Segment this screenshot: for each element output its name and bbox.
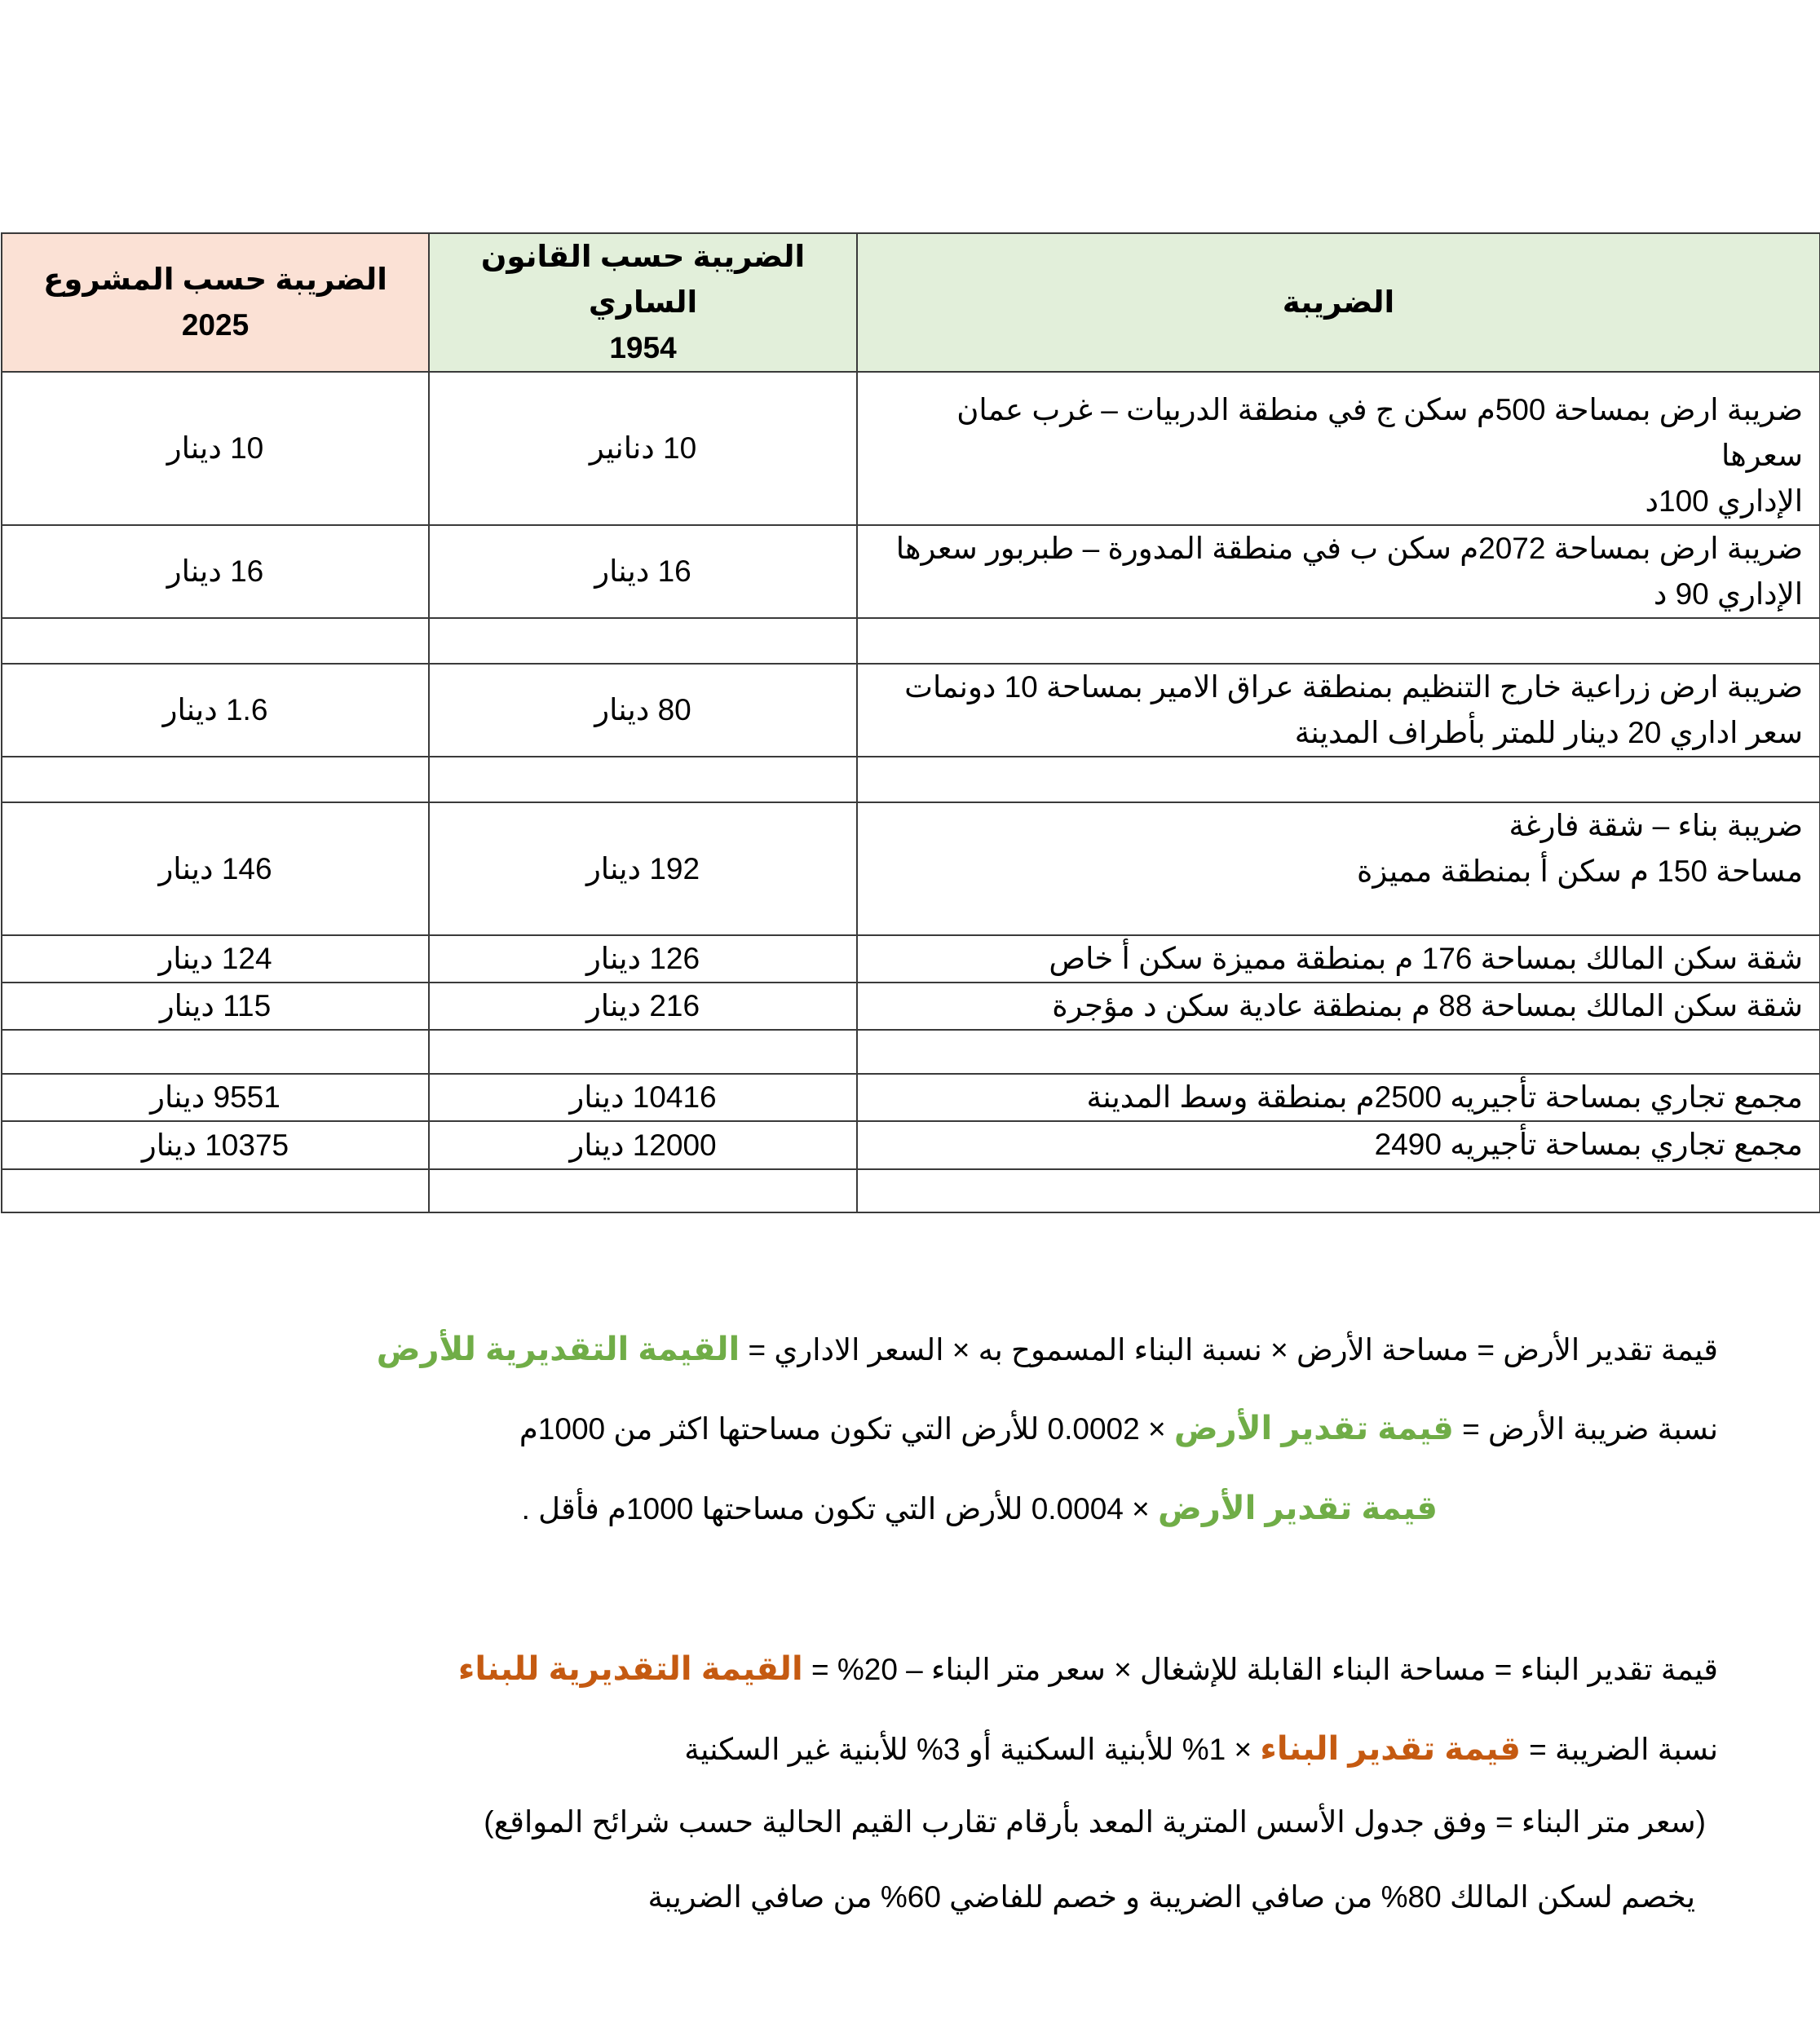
row-project-value — [2, 618, 429, 664]
table-row — [2, 1074, 1820, 1121]
row-description: ضريبة ارض زراعية خارج التنظيم بمنطقة عراق الامير بمساحة 10 دونمات سعر اداري 20 دينار للمتر بأطراف المدينة — [857, 664, 1820, 757]
land-assessment-formula — [377, 1329, 1718, 1371]
row-description: مجمع تجاري بمساحة تأجيريه 2490 — [857, 1121, 1820, 1169]
row-project-value — [2, 1030, 429, 1074]
highlight-land-assessment: قيمة تقدير الأرض — [1173, 1411, 1454, 1446]
building-tax-rate — [684, 1729, 1718, 1770]
table-row — [2, 664, 1820, 757]
highlight-building-estimated-value: القيمة التقديرية للبناء — [457, 1651, 803, 1687]
row-law-value — [429, 1169, 857, 1212]
row-project-value: 10 دينار — [2, 372, 429, 525]
row-description — [857, 1169, 1820, 1212]
formula-text: × 1% للأبنية السكنية أو 3% للأبنية غير السكنية — [684, 1733, 1261, 1766]
row-project-value — [2, 1169, 429, 1212]
table-row — [2, 983, 1820, 1030]
row-project-value: 9551 دينار — [2, 1074, 429, 1121]
row-law-value: 126 دينار — [429, 935, 857, 983]
header-project: الضريبة حسب المشروع 2025 — [2, 233, 429, 372]
land-tax-rate-small — [522, 1488, 1438, 1530]
row-project-value: 10375 دينار — [2, 1121, 429, 1169]
highlight-land-estimated-value: القيمة التقديرية للأرض — [376, 1331, 740, 1367]
land-tax-rate-large — [519, 1408, 1718, 1450]
row-project-value: 146 دينار — [2, 802, 429, 935]
row-project-value: 124 دينار — [2, 935, 429, 983]
formula-text: يخصم لسكن المالك 80% من صافي الضريبة و خصم للفاضي 60% من صافي الضريبة — [647, 1880, 1695, 1914]
row-law-value: 216 دينار — [429, 983, 857, 1030]
row-description — [857, 618, 1820, 664]
table-row-empty — [2, 618, 1820, 664]
row-description: ضريبة ارض بمساحة 2072م سكن ب في منطقة المدورة – طبربور سعرها الإداري 90 د — [857, 525, 1820, 618]
row-law-value: 10416 دينار — [429, 1074, 857, 1121]
row-law-value: 16 دينار — [429, 525, 857, 618]
row-project-value: 16 دينار — [2, 525, 429, 618]
row-description: شقة سكن المالك بمساحة 88 م بمنطقة عادية سكن د مؤجرة — [857, 983, 1820, 1030]
highlight-land-assessment: قيمة تقدير الأرض — [1158, 1490, 1438, 1526]
row-description: شقة سكن المالك بمساحة 176 م بمنطقة مميزة سكن أ خاص — [857, 935, 1820, 983]
row-law-value: 192 دينار — [429, 802, 857, 935]
row-law-value — [429, 1030, 857, 1074]
building-meter-price-note — [484, 1802, 1706, 1843]
row-description — [857, 1030, 1820, 1074]
table-row-empty — [2, 1169, 1820, 1212]
row-project-value — [2, 757, 429, 802]
owner-discount-note — [647, 1877, 1695, 1918]
table-row-empty — [2, 757, 1820, 802]
row-description: مجمع تجاري بمساحة تأجيريه 2500م بمنطقة وسط المدينة — [857, 1074, 1820, 1121]
table-row — [2, 372, 1820, 525]
row-project-value: 115 دينار — [2, 983, 429, 1030]
formula-text: نسبة ضريبة الأرض = — [1453, 1412, 1718, 1446]
table-row — [2, 525, 1820, 618]
formula-text: × 0.0004 للأرض التي تكون مساحتها 1000م فأقل . — [521, 1492, 1159, 1526]
row-law-value: 80 دينار — [429, 664, 857, 757]
header-tax: الضريبة — [857, 233, 1820, 372]
table-row-empty — [2, 1030, 1820, 1074]
table-header-row — [2, 233, 1820, 372]
table-row — [2, 802, 1820, 935]
row-law-value: 10 دنانير — [429, 372, 857, 525]
formula-text: نسبة الضريبة = — [1520, 1733, 1718, 1766]
table-row — [2, 935, 1820, 983]
row-law-value: 12000 دينار — [429, 1121, 857, 1169]
row-description — [857, 757, 1820, 802]
formula-text: × 0.0002 للأرض التي تكون مساحتها اكثر من 1000م — [519, 1412, 1174, 1446]
formula-text: قيمة تقدير البناء = مساحة البناء القابلة للإشغال × سعر متر البناء – 20% = — [802, 1653, 1718, 1686]
table-row — [2, 1121, 1820, 1169]
formula-text: قيمة تقدير الأرض = مساحة الأرض × نسبة البناء المسموح به × السعر الاداري = — [740, 1333, 1718, 1367]
highlight-building-assessment: قيمة تقدير البناء — [1260, 1731, 1521, 1767]
header-current-law: الضريبة حسب القانون الساري 1954 — [429, 233, 857, 372]
row-description: ضريبة ارض بمساحة 500م سكن ج في منطقة الدربيات – غرب عمان سعرها الإداري 100د — [857, 372, 1820, 525]
formula-text: (سعر متر البناء = وفق جدول الأسس المترية المعد بأرقام تقارب القيم الحالية حسب شرائح المواقع) — [484, 1805, 1706, 1839]
row-law-value — [429, 757, 857, 802]
row-law-value — [429, 618, 857, 664]
building-assessment-formula — [458, 1649, 1718, 1690]
tax-comparison-table — [1, 232, 1820, 1213]
row-project-value: 1.6 دينار — [2, 664, 429, 757]
row-description: ضريبة بناء – شقة فارغة مساحة 150 م سكن أ بمنطقة مميزة — [857, 802, 1820, 935]
